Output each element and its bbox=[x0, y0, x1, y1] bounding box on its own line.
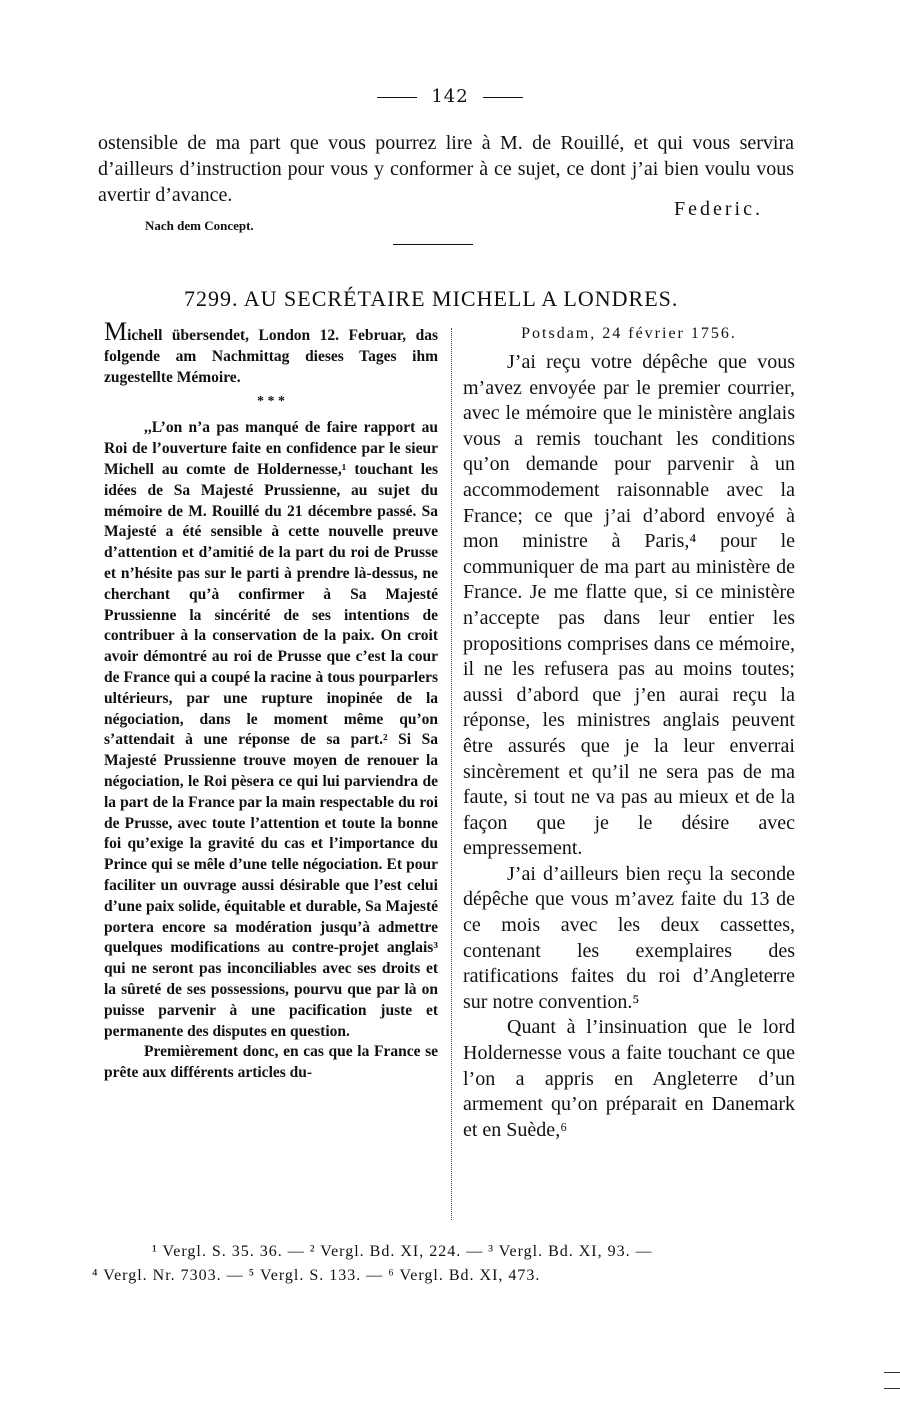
edge-mark bbox=[884, 1372, 900, 1373]
summary-text: ichell übersendet, London 12. Februar, das folgende am Nachmittag dieses Tages ihm zugestellte Mémoire. bbox=[104, 327, 438, 386]
right-column bbox=[463, 322, 795, 1143]
edge-mark bbox=[884, 1388, 900, 1389]
memoire-text: ,,L’on n’a pas manqué de faire rapport au Roi de l’ouverture faite en confidence par le sieur Michell au comte de Holdernesse,¹ touchant les idées de Sa Majesté Prussienne, au sujet du mémoire de M. Rouillé du 21 décembre passé. Sa Majesté a été sensible à cette nouvelle preuve d’attention et d’amitié de la part du roi de Prusse et n’hésite pas sur le parti à prendre là-dessus, ne cherchant qu’à confirmer à Sa Majesté Prussienne la sincérité de ses intentions de contribuer à la conservation de la paix. On croit avoir démontré au roi de Prusse que c’est la cour de France qui a coupé la racine à tous pourparlers ultérieurs, par une rupture inopinée de la négociation, dans le moment même qu’on s’attendait à une réponse de sa part.² Si Sa Majesté Prussienne trouve moyen de renouer la négociation, le Roi pèsera ce qui lui parviendra de la part de la France par la main respectable du roi de Prusse, avec toute l’attention et toute la bonne foi qu’exige la gravité du cas et l’importance du Prince qui se mêle d’une telle négociation. Et pour faciliter un ouvrage aussi désirable que l’est celui d’une paix solide, équitable et durable, Sa Majesté portera encore sa modération jusqu’à admettre quelques modifications au contre-projet anglais³ qui ne seront pas inconciliables avec ses droits et la sûreté de ses possessions, pourvu que par là on puisse parvenir à une pacification juste et permanente des disputes en question. bbox=[104, 419, 438, 1040]
letter-paragraph-2: J’ai d’ailleurs bien reçu la seconde dépêche que vous m’avez faite du 13 de ce mois avec les deux cassettes, contenant les exemplaires des ratifications faites du roi d’Angleterre sur notre convention.⁵ bbox=[463, 862, 795, 1013]
section-divider bbox=[393, 244, 473, 245]
page-number: 142 bbox=[431, 86, 469, 107]
dateline: Potsdam, 24 février 1756. bbox=[521, 325, 737, 342]
german-summary bbox=[104, 317, 438, 388]
header-rule-right bbox=[483, 97, 523, 98]
asterism: * * * bbox=[257, 394, 285, 410]
summary-dropcap: M bbox=[104, 317, 128, 346]
footnote-line-2: ⁴ Vergl. Nr. 7303. — ⁵ Vergl. S. 133. — ⁶ Vergl. Bd. XI, 473. bbox=[92, 1267, 541, 1284]
footnote-line-1: ¹ Vergl. S. 35. 36. — ² Vergl. Bd. XI, 224. — ³ Vergl. Bd. XI, 93. — bbox=[152, 1243, 653, 1260]
header-rule-left bbox=[377, 97, 417, 98]
source-note: Nach dem Concept. bbox=[145, 218, 254, 233]
letter-paragraph-1: J’ai reçu votre dépêche que vous m’avez envoyée par le premier courrier, avec le mémoire que le ministère anglais vous a remis touchant les conditions qu’on demande pour parvenir à un accommodement raisonnable avec la France; ce que j’ai d’abord envoyé à mon ministre à Paris,⁴ pour le communiquer de ma part au ministère de France. Je me flatte que, si ce ministère n’accepte pas dans leur entier les propositions comprises dans ce mémoire, il ne les refusera pas au moins toutes; aussi d’abord que j’en aurai reçu la réponse, les ministres anglais peuvent être assurés que je la leur enverrai sincèrement et qu’il ne sera pas de ma faute, si tout ne va pas au mieux et de la façon que je le désire avec empressement. bbox=[463, 351, 795, 860]
memoire-continuation: Premièrement donc, en cas que la France se prête aux différents articles du- bbox=[104, 1043, 438, 1082]
intro-paragraph: ostensible de ma part que vous pourrez lire à M. de Rouillé, et qui vous servira d’ailleurs d’instruction pour vous y conformer à ce sujet, ce dont j’ai bien voulu vous avertir d’avance. bbox=[98, 132, 794, 206]
letter-paragraph-3: Quant à l’insinuation que le lord Holdernesse vous a faite touchant ce que l’on a appris en Angleterre d’un armement qu’on préparait en Danemark et en Suède,⁶ bbox=[463, 1016, 795, 1141]
column-divider bbox=[451, 328, 452, 1220]
footnotes bbox=[92, 1240, 804, 1288]
page-header bbox=[0, 86, 900, 107]
left-column bbox=[104, 317, 438, 1084]
document-title: 7299. AU SECRÉTAIRE MICHELL A LONDRES. bbox=[184, 286, 679, 311]
signature: Federic. bbox=[674, 198, 763, 220]
